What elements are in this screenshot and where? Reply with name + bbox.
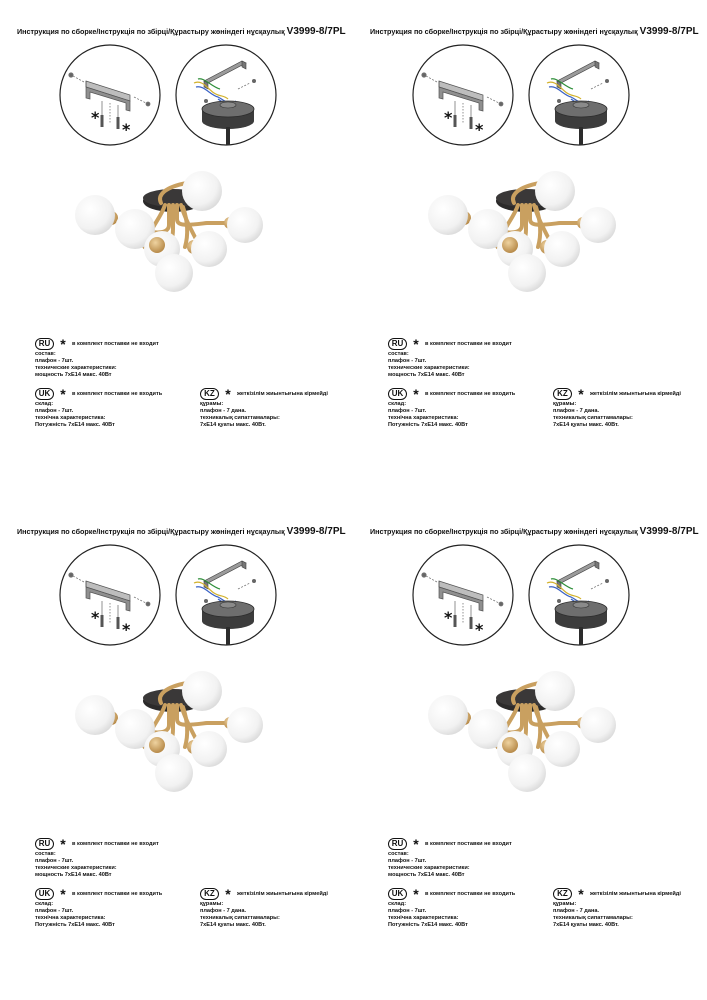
kz-specs-label: техникалық сипаттамалары:: [200, 915, 280, 921]
canopy-wiring-diagram: [527, 43, 631, 147]
ru-not-included: в комплект поставки не входит: [72, 840, 159, 847]
ru-badge: RU: [388, 838, 407, 850]
ru-composition-label: состав:: [388, 851, 409, 857]
uk-specs-label: технічна характеристика:: [388, 915, 459, 921]
ru-shade-count: плафон - 7шт.: [388, 358, 427, 364]
asterisk-icon: *: [60, 386, 66, 402]
svg-text:*: *: [444, 608, 453, 627]
chandelier-illustration: [410, 163, 622, 295]
ru-shade-count: плафон - 7шт.: [388, 858, 427, 864]
uk-power: Потужність 7xE14 макс. 40Вт: [35, 922, 115, 928]
uk-spec-block: [35, 888, 162, 929]
document-title: [17, 26, 346, 37]
kz-badge: KZ: [200, 888, 219, 900]
ru-not-included: в комплект поставки не входит: [425, 340, 512, 347]
ru-badge: RU: [388, 338, 407, 350]
uk-badge: UK: [35, 388, 54, 400]
kz-shade-count: плафон - 7 дана.: [553, 908, 600, 914]
model-number: V3999-8/7PL: [639, 26, 699, 37]
document-title: [370, 26, 699, 37]
uk-badge: UK: [388, 388, 407, 400]
ru-power: мощность 7xE14 макс. 40Вт: [35, 872, 112, 878]
kz-spec-block: [553, 388, 681, 429]
uk-specs-label: технічна характеристика:: [35, 415, 106, 421]
uk-badge: UK: [35, 888, 54, 900]
ru-spec-block: [388, 838, 512, 879]
ru-badge: RU: [35, 838, 54, 850]
canopy-wiring-diagram: [527, 543, 631, 647]
ru-spec-block: [35, 338, 159, 379]
kz-composition-label: құрамы:: [553, 401, 577, 407]
chandelier-illustration: [410, 663, 622, 795]
gold-hub: [502, 737, 518, 753]
asterisk-icon: *: [413, 836, 419, 852]
svg-text:*: *: [122, 120, 131, 139]
svg-text:*: *: [122, 620, 131, 639]
svg-text:*: *: [475, 120, 484, 139]
canopy-wiring-diagram: [174, 543, 278, 647]
kz-power: 7xE14 қуаты макс. 40Вт.: [553, 922, 619, 928]
instruction-sheet-top-left: [0, 0, 350, 495]
kz-specs-label: техникалық сипаттамалары:: [200, 415, 280, 421]
kz-shade-count: плафон - 7 дана.: [200, 408, 247, 414]
asterisk-icon: *: [60, 886, 66, 902]
ru-spec-block: [388, 338, 512, 379]
svg-text:*: *: [444, 108, 453, 127]
ru-spec-block: [35, 838, 159, 879]
document-title: [370, 526, 699, 537]
uk-spec-block: [388, 388, 515, 429]
instruction-sheet-bottom-right: [353, 500, 703, 995]
ru-composition-label: состав:: [388, 351, 409, 357]
uk-not-included: в комплект поставки не входить: [425, 390, 516, 397]
uk-composition-label: склад:: [388, 401, 407, 407]
kz-composition-label: құрамы:: [200, 901, 224, 907]
uk-badge: UK: [388, 888, 407, 900]
model-number: V3999-8/7PL: [286, 26, 346, 37]
asterisk-icon: *: [60, 336, 66, 352]
ru-power: мощность 7xE14 макс. 40Вт: [388, 872, 465, 878]
ru-not-included: в комплект поставки не входит: [425, 840, 512, 847]
ru-badge: RU: [35, 338, 54, 350]
ru-power: мощность 7xE14 макс. 40Вт: [35, 372, 112, 378]
ru-specs-label: технические характеристики:: [388, 865, 470, 871]
kz-shade-count: плафон - 7 дана.: [553, 408, 600, 414]
asterisk-icon: *: [413, 386, 419, 402]
ru-composition-label: состав:: [35, 351, 56, 357]
canopy-wiring-diagram: [174, 43, 278, 147]
kz-specs-label: техникалық сипаттамалары:: [553, 915, 633, 921]
uk-shade-count: плафон - 7шт.: [35, 408, 74, 414]
kz-not-included: жеткізілім жиынтығына кірмейді: [590, 390, 681, 397]
gold-hub: [149, 237, 165, 253]
uk-shade-count: плафон - 7шт.: [388, 408, 427, 414]
kz-spec-block: [200, 888, 328, 929]
bracket-mounting-diagram: [411, 43, 515, 147]
svg-text:*: *: [475, 620, 484, 639]
svg-text:*: *: [91, 108, 100, 127]
bracket-mounting-diagram: [58, 543, 162, 647]
ru-composition-label: состав:: [35, 851, 56, 857]
asterisk-icon: *: [225, 386, 231, 402]
gold-hub: [502, 237, 518, 253]
chandelier-illustration: [57, 163, 269, 295]
ru-shade-count: плафон - 7шт.: [35, 358, 74, 364]
kz-composition-label: құрамы:: [200, 401, 224, 407]
kz-badge: KZ: [553, 388, 572, 400]
model-number: V3999-8/7PL: [639, 526, 699, 537]
svg-text:*: *: [91, 608, 100, 627]
uk-not-included: в комплект поставки не входить: [72, 890, 163, 897]
uk-composition-label: склад:: [35, 401, 54, 407]
kz-spec-block: [200, 388, 328, 429]
uk-spec-block: [35, 388, 162, 429]
uk-specs-label: технічна характеристика:: [35, 915, 106, 921]
bracket-mounting-diagram: [411, 543, 515, 647]
ru-not-included: в комплект поставки не входит: [72, 340, 159, 347]
kz-badge: KZ: [553, 888, 572, 900]
uk-not-included: в комплект поставки не входить: [425, 890, 516, 897]
kz-not-included: жеткізілім жиынтығына кірмейді: [590, 890, 681, 897]
chandelier-illustration: [57, 663, 269, 795]
kz-spec-block: [553, 888, 681, 929]
instruction-sheet-top-right: [353, 0, 703, 495]
asterisk-icon: *: [413, 886, 419, 902]
uk-power: Потужність 7xE14 макс. 40Вт: [388, 422, 468, 428]
kz-badge: KZ: [200, 388, 219, 400]
gold-hub: [149, 737, 165, 753]
uk-composition-label: склад:: [388, 901, 407, 907]
asterisk-icon: *: [578, 886, 584, 902]
document-title: [17, 526, 346, 537]
asterisk-icon: *: [225, 886, 231, 902]
ru-specs-label: технические характеристики:: [388, 365, 470, 371]
kz-not-included: жеткізілім жиынтығына кірмейді: [237, 390, 328, 397]
uk-spec-block: [388, 888, 515, 929]
uk-shade-count: плафон - 7шт.: [388, 908, 427, 914]
title-text: Инструкция по сборке/Інструкція по збірці/Құрастыру жөніндегі нұсқаулық: [370, 527, 638, 536]
kz-not-included: жеткізілім жиынтығына кірмейді: [237, 890, 328, 897]
title-text: Инструкция по сборке/Інструкція по збірці/Құрастыру жөніндегі нұсқаулық: [370, 27, 638, 36]
kz-power: 7xE14 қуаты макс. 40Вт.: [200, 422, 266, 428]
asterisk-icon: *: [578, 386, 584, 402]
model-number: V3999-8/7PL: [286, 526, 346, 537]
asterisk-icon: *: [60, 836, 66, 852]
kz-composition-label: құрамы:: [553, 901, 577, 907]
uk-composition-label: склад:: [35, 901, 54, 907]
ru-specs-label: технические характеристики:: [35, 365, 117, 371]
ru-power: мощность 7xE14 макс. 40Вт: [388, 372, 465, 378]
uk-shade-count: плафон - 7шт.: [35, 908, 74, 914]
title-text: Инструкция по сборке/Інструкція по збірці/Құрастыру жөніндегі нұсқаулық: [17, 27, 285, 36]
uk-power: Потужність 7xE14 макс. 40Вт: [388, 922, 468, 928]
ru-specs-label: технические характеристики:: [35, 865, 117, 871]
kz-shade-count: плафон - 7 дана.: [200, 908, 247, 914]
asterisk-icon: *: [413, 336, 419, 352]
uk-power: Потужність 7xE14 макс. 40Вт: [35, 422, 115, 428]
kz-specs-label: техникалық сипаттамалары:: [553, 415, 633, 421]
uk-not-included: в комплект поставки не входить: [72, 390, 163, 397]
uk-specs-label: технічна характеристика:: [388, 415, 459, 421]
bracket-mounting-diagram: [58, 43, 162, 147]
title-text: Инструкция по сборке/Інструкція по збірці/Құрастыру жөніндегі нұсқаулық: [17, 527, 285, 536]
kz-power: 7xE14 қуаты макс. 40Вт.: [553, 422, 619, 428]
ru-shade-count: плафон - 7шт.: [35, 858, 74, 864]
kz-power: 7xE14 қуаты макс. 40Вт.: [200, 922, 266, 928]
instruction-sheet-bottom-left: [0, 500, 350, 995]
